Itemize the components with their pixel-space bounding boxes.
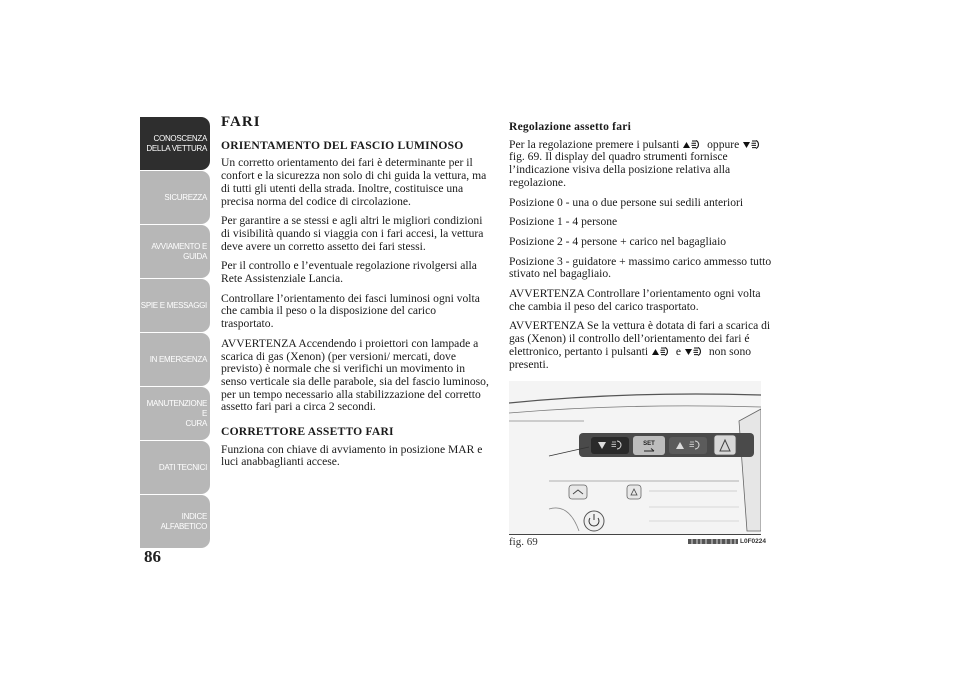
tab-sicurezza[interactable]: SICUREZZA: [140, 171, 210, 224]
section-title: FARI: [221, 114, 261, 130]
text-fragment: non sono presenti.: [509, 344, 752, 371]
left-column: [221, 116, 491, 476]
set-label: SET: [643, 441, 655, 447]
headlamp-up-icon: [682, 139, 704, 150]
tab-avviamento[interactable]: AVVIAMENTO E GUIDA: [140, 225, 210, 278]
warning-paragraph: [509, 320, 774, 371]
hazard-button: [714, 435, 736, 455]
paragraph: Per garantire a se stessi e agli altri le migliori condizioni di visibilità quando si viaggia con i fari accesi, la vettura deve avere un corretto assetto dei fari stessi.: [221, 214, 484, 253]
paragraph: Controllare l’orientamento dei fasci luminosi ogni volta che cambia il peso o la disposizione del carico trasportato.: [221, 291, 480, 331]
figure-barcode: [688, 539, 738, 544]
paragraph: [509, 139, 774, 190]
paragraph: Funziona con chiave di avviamento in posizione MAR e luci anabbaglianti accese.: [221, 442, 483, 469]
tab-indice[interactable]: INDICE ALFABETICO: [140, 495, 210, 548]
heading-orientamento: ORIENTAMENTO DEL FASCIO LUMINOSO: [221, 138, 464, 152]
text-fragment: fig. 69. Il display del quadro strumenti fornisce l’indicazione visiva della posizione relativa alla regolazione.: [509, 150, 731, 189]
tab-dati-tecnici[interactable]: DATI TECNICI: [140, 441, 210, 494]
paragraph: Un corretto orientamento dei fari è determinante per il confort e la sicurezza non solo di chi guida la vettura, ma di tutti gli utenti della strada. Inoltre, costituisce una precisa norma del codice di circolazione.: [221, 156, 487, 208]
tab-spie[interactable]: SPIE E MESSAGGI: [140, 279, 210, 332]
figure-69: [509, 381, 761, 535]
chapter-tabs: [140, 117, 210, 549]
dashboard-illustration: [509, 381, 761, 534]
warning-paragraph: AVVERTENZA Accendendo i proiettori con lampade a scarica di gas (Xenon) (per versioni/ mercati, dove previsto) è normale che si verifichi un movimento in senso verticale sia delle parabole, sia del fascio luminoso, per un tempo necessario alla stabilizzazione del corretto assetto fari pari a circa 2 secondi.: [221, 336, 489, 414]
tab-manutenzione[interactable]: MANUTENZIONE E CURA: [140, 387, 210, 440]
tab-conoscenza[interactable]: CONOSCENZA DELLA VETTURA: [140, 117, 210, 170]
text-fragment: e: [675, 344, 682, 358]
heading-regolazione: Regolazione assetto fari: [509, 120, 631, 133]
headlamp-down-icon: [742, 139, 764, 150]
tab-emergenza[interactable]: IN EMERGENZA: [140, 333, 210, 386]
headlamp-down-button: [591, 437, 629, 454]
figure-code: L0F0224: [740, 538, 767, 545]
position-3: Posizione 3 - guidatore + massimo carico ammesso tutto stivato nel bagagliaio.: [509, 254, 772, 281]
heading-correttore: CORRETTORE ASSETTO FARI: [221, 425, 394, 439]
headlamp-up-button: [669, 437, 707, 454]
position-2: Posizione 2 - 4 persone + carico nel bagagliaio: [509, 234, 727, 248]
right-column: [509, 121, 774, 378]
position-1: Posizione 1 - 4 persone: [509, 215, 618, 229]
page-number: 86: [144, 547, 161, 566]
text-fragment: AVVERTENZA Se la vettura è dotata di fari a scarica di gas (Xenon) il controllo dell’orientamento dei fari é elettronico, pertanto i pulsanti: [509, 319, 771, 358]
paragraph: Per il controllo e l’eventuale regolazione rivolgersi alla Rete Assistenziale Lancia.: [221, 259, 477, 286]
text-fragment: oppure: [707, 137, 740, 151]
figure-caption: fig. 69: [509, 536, 538, 548]
headlamp-down-icon: [684, 346, 706, 357]
position-0: Posizione 0 - una o due persone sui sedili anteriori: [509, 195, 744, 209]
text-fragment: Per la regolazione premere i pulsanti: [509, 137, 680, 151]
warning-paragraph: AVVERTENZA Controllare l’orientamento ogni volta che cambia il peso del carico trasportato.: [509, 287, 761, 313]
headlamp-up-icon: [651, 346, 673, 357]
